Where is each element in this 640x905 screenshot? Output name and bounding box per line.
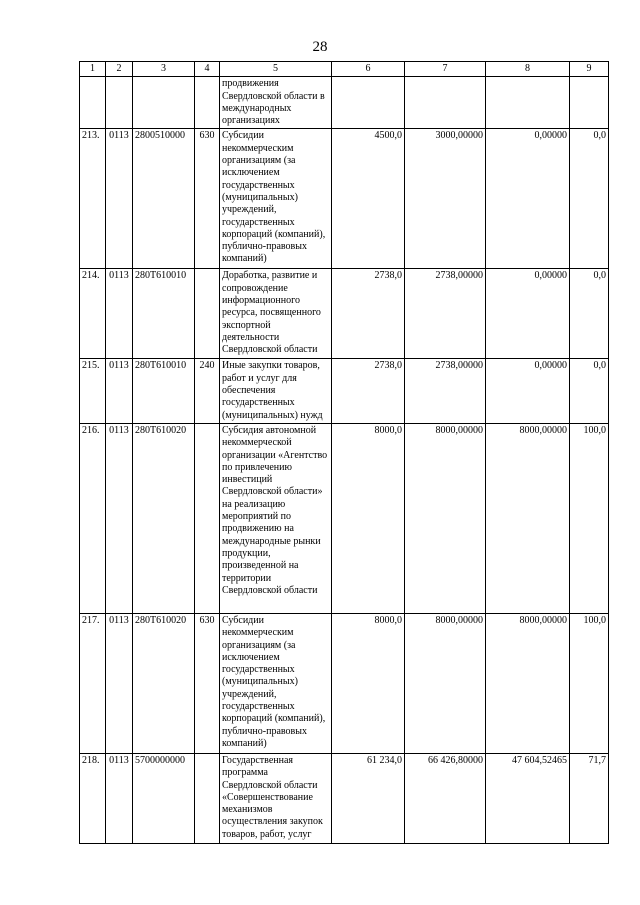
item-name: Доработка, развитие и сопровождение информационного ресурса, посвященного экспортной деятельности Свердловской области bbox=[220, 269, 332, 359]
column-header: 9 bbox=[570, 62, 609, 77]
budget-table bbox=[79, 61, 609, 844]
table-header-row bbox=[80, 62, 609, 77]
article-code: 280Т610010 bbox=[133, 269, 195, 359]
executed-amount: 8000,00000 bbox=[486, 423, 570, 613]
section-code: 0113 bbox=[106, 129, 133, 269]
row-number: 214. bbox=[80, 269, 106, 359]
column-header: 5 bbox=[220, 62, 332, 77]
execution-percent: 0,0 bbox=[570, 359, 609, 423]
item-name: Государственная программа Свердловской области «Совершенствование механизмов осуществления закупок товаров, работ, услуг bbox=[220, 753, 332, 843]
execution-percent: 100,0 bbox=[570, 613, 609, 753]
executed-amount: 0,00000 bbox=[486, 269, 570, 359]
article-code: 280Т610020 bbox=[133, 613, 195, 753]
plan-amount: 2738,0 bbox=[332, 359, 405, 423]
expense-type-code bbox=[195, 753, 220, 843]
clarified-amount bbox=[405, 77, 486, 129]
section-code: 0113 bbox=[106, 359, 133, 423]
table-row bbox=[80, 613, 609, 753]
clarified-amount: 3000,00000 bbox=[405, 129, 486, 269]
article-code: 280Т610010 bbox=[133, 359, 195, 423]
section-code: 0113 bbox=[106, 423, 133, 613]
column-header: 7 bbox=[405, 62, 486, 77]
column-header: 1 bbox=[80, 62, 106, 77]
row-number: 217. bbox=[80, 613, 106, 753]
row-number: 216. bbox=[80, 423, 106, 613]
executed-amount bbox=[486, 77, 570, 129]
article-code: 5700000000 bbox=[133, 753, 195, 843]
executed-amount: 0,00000 bbox=[486, 359, 570, 423]
article-code: 2800510000 bbox=[133, 129, 195, 269]
expense-type-code bbox=[195, 269, 220, 359]
expense-type-code bbox=[195, 77, 220, 129]
column-header: 3 bbox=[133, 62, 195, 77]
row-number bbox=[80, 77, 106, 129]
execution-percent: 0,0 bbox=[570, 129, 609, 269]
section-code bbox=[106, 77, 133, 129]
plan-amount: 2738,0 bbox=[332, 269, 405, 359]
item-name: продвижения Свердловской области в международных организациях bbox=[220, 77, 332, 129]
column-header: 8 bbox=[486, 62, 570, 77]
executed-amount: 0,00000 bbox=[486, 129, 570, 269]
column-header: 4 bbox=[195, 62, 220, 77]
item-name: Субсидии некоммерческим организациям (за исключением государственных (муниципальных) учреждений, государственных корпораций (компаний), публично-правовых компаний) bbox=[220, 129, 332, 269]
clarified-amount: 2738,00000 bbox=[405, 269, 486, 359]
section-code: 0113 bbox=[106, 753, 133, 843]
article-code: 280Т610020 bbox=[133, 423, 195, 613]
table-row bbox=[80, 129, 609, 269]
table-row bbox=[80, 77, 609, 129]
table-row bbox=[80, 423, 609, 613]
expense-type-code: 630 bbox=[195, 129, 220, 269]
execution-percent: 71,7 bbox=[570, 753, 609, 843]
plan-amount: 8000,0 bbox=[332, 613, 405, 753]
clarified-amount: 8000,00000 bbox=[405, 423, 486, 613]
expense-type-code bbox=[195, 423, 220, 613]
plan-amount: 61 234,0 bbox=[332, 753, 405, 843]
plan-amount bbox=[332, 77, 405, 129]
item-name: Иные закупки товаров, работ и услуг для обеспечения государственных (муниципальных) нужд bbox=[220, 359, 332, 423]
article-code bbox=[133, 77, 195, 129]
execution-percent bbox=[570, 77, 609, 129]
table-row bbox=[80, 753, 609, 843]
clarified-amount: 66 426,80000 bbox=[405, 753, 486, 843]
executed-amount: 47 604,52465 bbox=[486, 753, 570, 843]
table-row bbox=[80, 269, 609, 359]
section-code: 0113 bbox=[106, 613, 133, 753]
row-number: 213. bbox=[80, 129, 106, 269]
plan-amount: 8000,0 bbox=[332, 423, 405, 613]
plan-amount: 4500,0 bbox=[332, 129, 405, 269]
row-number: 218. bbox=[80, 753, 106, 843]
column-header: 2 bbox=[106, 62, 133, 77]
expense-type-code: 630 bbox=[195, 613, 220, 753]
execution-percent: 0,0 bbox=[570, 269, 609, 359]
section-code: 0113 bbox=[106, 269, 133, 359]
item-name: Субсидия автономной некоммерческой организации «Агентство по привлечению инвестиций Свердловской области» на реализацию мероприятий по продвижению на международные рынки продукции, произведенной на территории Свердловской области bbox=[220, 423, 332, 613]
page-number: 28 bbox=[312, 39, 328, 55]
table-row bbox=[80, 359, 609, 423]
clarified-amount: 8000,00000 bbox=[405, 613, 486, 753]
expense-type-code: 240 bbox=[195, 359, 220, 423]
item-name: Субсидии некоммерческим организациям (за исключением государственных (муниципальных) учреждений, государственных корпораций (компаний), публично-правовых компаний) bbox=[220, 613, 332, 753]
execution-percent: 100,0 bbox=[570, 423, 609, 613]
row-number: 215. bbox=[80, 359, 106, 423]
clarified-amount: 2738,00000 bbox=[405, 359, 486, 423]
executed-amount: 8000,00000 bbox=[486, 613, 570, 753]
column-header: 6 bbox=[332, 62, 405, 77]
